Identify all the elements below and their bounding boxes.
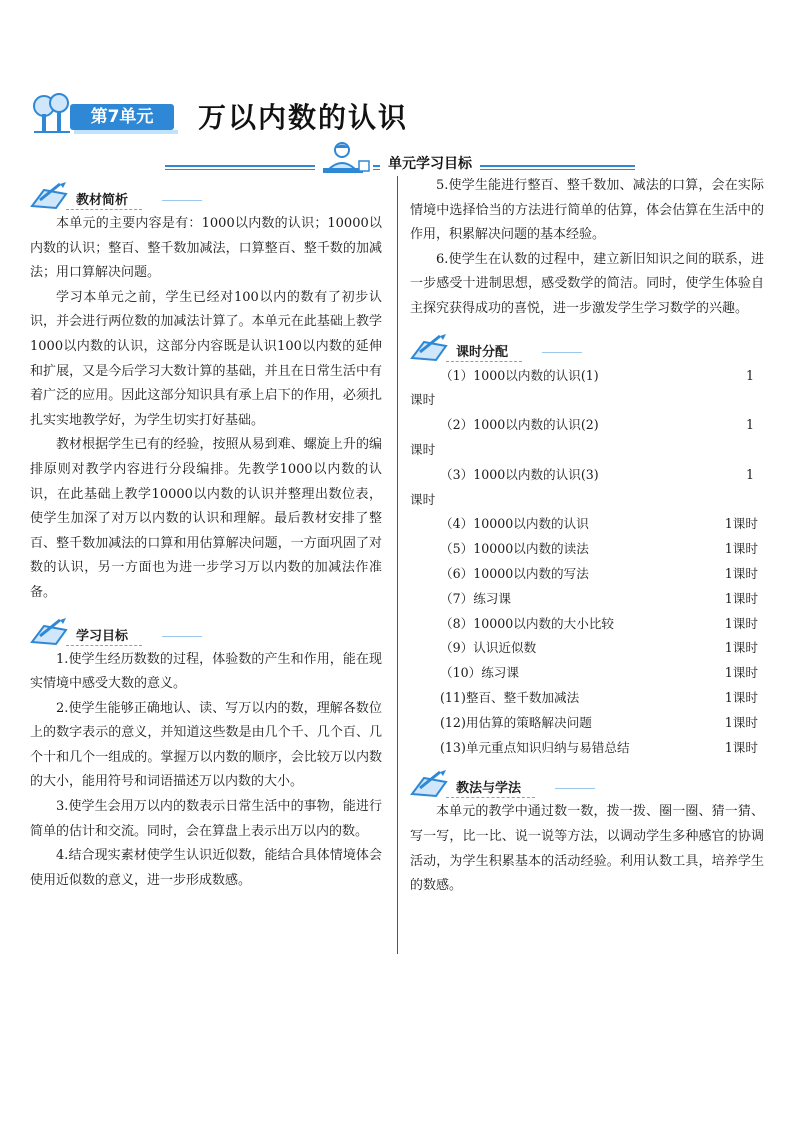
paragraph: 4.结合现实素材使学生认识近似数，能结合具体情境体会使用近似数的意义，进一步形成数感。 — [30, 848, 382, 888]
schedule-label: (11)整百、整千数加减法 — [440, 689, 580, 705]
unit-badge: 第7单元 — [70, 104, 174, 130]
section-header-materials — [30, 178, 382, 212]
section-header-schedule — [410, 330, 764, 364]
list-item — [410, 686, 764, 711]
list-item — [410, 736, 764, 761]
schedule-value: 1课时 — [724, 689, 758, 705]
list-item — [410, 562, 764, 587]
schedule-unit: 课时 — [410, 392, 436, 408]
schedule-label: (13)单元重点知识归纳与易错总结 — [440, 739, 630, 755]
list-item — [410, 661, 764, 686]
schedule-label: （9）认识近似数 — [440, 640, 537, 656]
schedule-label: （2）1000以内数的认识(2) — [440, 417, 599, 433]
schedule-value: 1课时 — [724, 516, 758, 532]
schedule-value: 1课时 — [724, 565, 758, 581]
schedule-label: （8）10000以内数的大小比较 — [440, 615, 615, 631]
schedule-count: 1 — [745, 417, 754, 433]
paragraph: 2.使学生能够正确地认、读、写万以内的数，理解各数位上的数字表示的意义，并知道这些数是由几个千、几个百、几个十和几个一组成的。掌握万以内数的顺序，会比较万以内数的大小，能用符号和词语描述万以内数的大小。 — [30, 700, 382, 790]
right-column — [410, 174, 764, 899]
section-header-methods — [410, 766, 764, 800]
schedule-label: （10）练习课 — [440, 665, 519, 681]
list-item — [410, 587, 764, 612]
schedule-list — [410, 364, 764, 761]
book-pencil-icon — [410, 768, 450, 798]
schedule-label: （6）10000以内数的写法 — [440, 565, 589, 581]
page-title: 万以内数的认识 — [198, 101, 409, 134]
paragraph: 5.使学生能进行整百、整千数加、减法的口算，会在实际情境中选择恰当的方法进行简单的估算，体会估算在生活中的作用，积累解决问题的基本经验。 — [410, 178, 764, 243]
schedule-label: (12)用估算的策略解决问题 — [440, 714, 592, 730]
schedule-label: （5）10000以内数的读法 — [440, 541, 589, 557]
unit-goal-title: 单元学习目标 — [380, 153, 480, 173]
tree-icon — [30, 92, 72, 134]
schedule-unit: 课时 — [410, 491, 436, 507]
section-header-goals — [30, 614, 382, 648]
schedule-value: 1课时 — [724, 615, 758, 631]
schedule-count: 1 — [745, 367, 754, 383]
list-item — [410, 711, 764, 736]
schedule-label: （3）1000以内数的认识(3) — [440, 466, 599, 482]
schedule-label: （1）1000以内数的认识(1) — [440, 367, 599, 383]
paragraph: 本单元的主要内容是有：1000以内数的认识；10000以内数的认识；整百、整千数加减法，口算整百、整千数的加减法；用口算解决问题。 — [30, 216, 382, 281]
book-pencil-icon — [30, 180, 70, 210]
list-item — [410, 512, 764, 537]
student-reading-icon — [315, 141, 373, 175]
list-item — [410, 413, 764, 463]
list-item — [410, 636, 764, 661]
paragraph: 教材根据学生已有的经验，按照从易到难、螺旋上升的编排原则对教学内容进行分段编排。先教学1000以内数的认识，在此基础上教学10000以内数的认识并整理出数位表，使学生加深了对万以内数的认识和理解。最后教材安排了整百、整千数加减法的口算和用估算解决问题，一方面巩固了对数的认识，另一方面也为进一步学习万以内数的加减法作准备。 — [30, 437, 382, 600]
section-title: 课时分配 — [446, 340, 522, 362]
section-title: 教法与学法 — [446, 776, 535, 798]
section-title: 学习目标 — [66, 624, 142, 646]
schedule-label: （4）10000以内数的认识 — [440, 516, 589, 532]
paragraph: 6.使学生在认数的过程中，建立新旧知识之间的联系，进一步感受十进制思想，感受数学的简洁。同时，使学生体验自主探究获得成功的喜悦，进一步激发学生学习数学的兴趣。 — [410, 251, 764, 316]
list-item — [410, 463, 764, 513]
schedule-value: 1课时 — [724, 714, 758, 730]
schedule-count: 1 — [745, 466, 754, 482]
schedule-label: （7）练习课 — [440, 590, 511, 606]
schedule-unit: 课时 — [410, 441, 436, 457]
paragraph: 1.使学生经历数数的过程，体验数的产生和作用，能在现实情境中感受大数的意义。 — [30, 651, 382, 692]
schedule-value: 1课时 — [724, 665, 758, 681]
column-divider — [397, 176, 398, 954]
schedule-value: 1课时 — [724, 590, 758, 606]
paragraph: 学习本单元之前，学生已经对100以内的数有了初步认识，并会进行两位数的加减法计算了。本单元在此基础上教学1000以内数的认识，这部分内容既是认识100以内数的延伸和扩展，又是今后学习大数计算的基础，并且在日常生活中有着广泛的应用。因此这部分知识具有承上启下的作用，必须扎扎实实地教学好，为学生切实打好基础。 — [30, 289, 382, 428]
book-pencil-icon — [410, 332, 450, 362]
book-pencil-icon — [30, 616, 70, 646]
schedule-value: 1课时 — [724, 739, 758, 755]
schedule-value: 1课时 — [724, 640, 758, 656]
paragraph: 本单元的教学中通过数一数，拨一拨、圈一圈、猜一猜、写一写，比一比、说一说等方法，以调动学生多种感官的协调活动，为学生积累基本的活动经验。利用认数工具，培养学生的数感。 — [410, 804, 764, 894]
paragraph: 3.使学生会用万以内的数表示日常生活中的事物，能进行简单的估计和交流。同时，会在算盘上表示出万以内的数。 — [30, 799, 382, 839]
unit-goal-banner — [165, 155, 635, 173]
list-item — [410, 612, 764, 637]
list-item — [410, 364, 764, 414]
section-title: 教材简析 — [66, 188, 142, 210]
schedule-value: 1课时 — [724, 541, 758, 557]
list-item — [410, 537, 764, 562]
left-column — [30, 174, 382, 893]
